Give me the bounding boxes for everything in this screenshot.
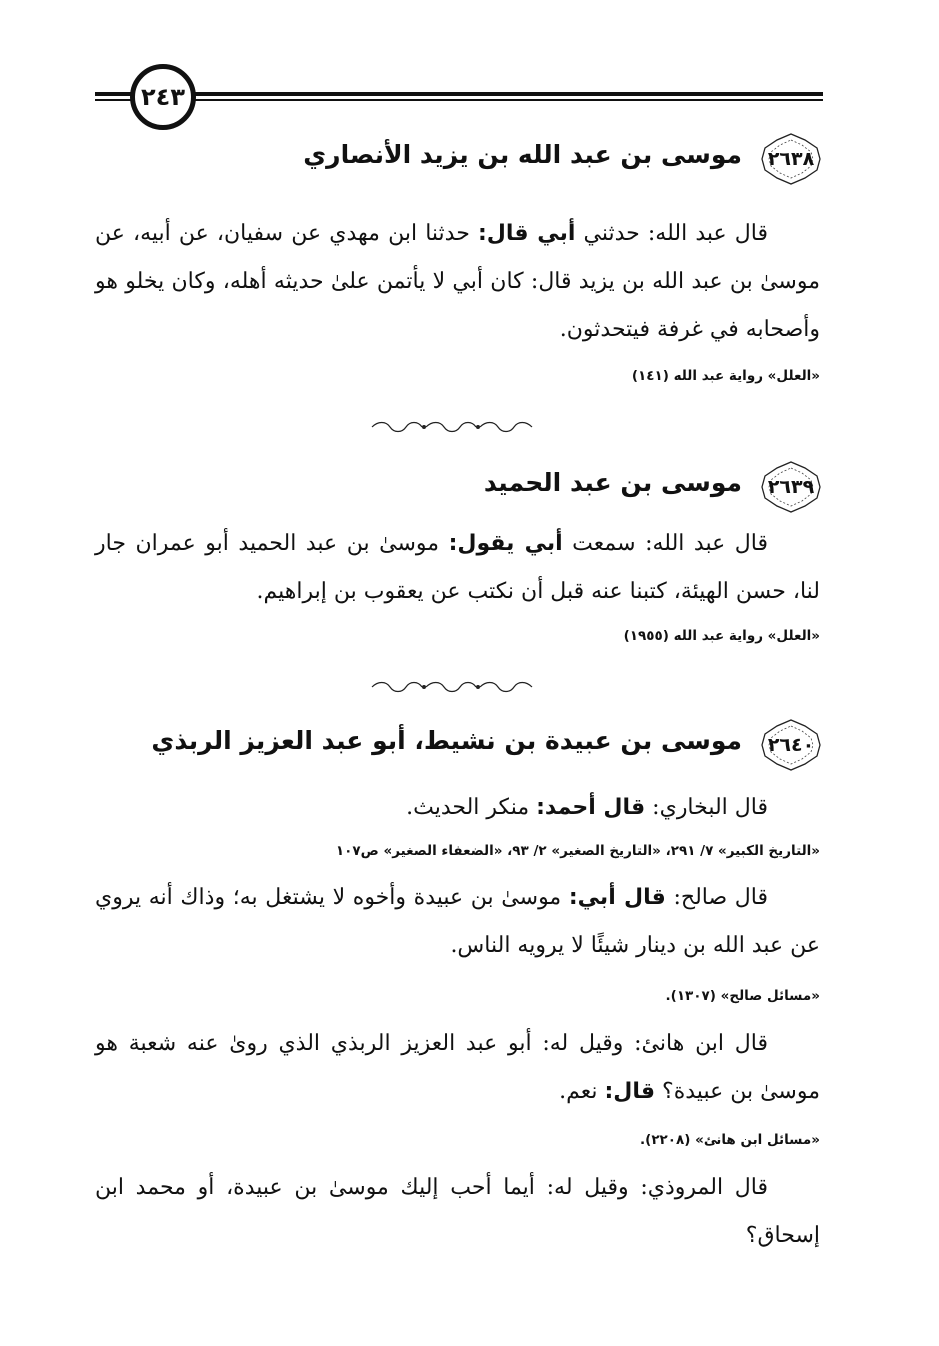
entry-title: موسى بن عبيدة بن نشيط، أبو عبد العزيز الربذي [151,726,742,755]
page-number: ٢٤٣ [130,64,196,130]
entry-heading [100,132,822,186]
entry-title: موسى بن عبد الحميد [483,468,742,497]
entry-number-badge [760,460,822,514]
paragraph-text: قال عبد الله: حدثني [575,221,768,246]
entry-number: ٢٦٤٠ [767,734,815,756]
paragraph-text: موسىٰ بن عبيدة وأخوه لا يشتغل به؛ وذاك أنه يروي عن عبد الله بن دينار شيئًا لا يرويه الناس. [95,885,820,958]
bold-phrase: أبي يقول: [448,531,563,556]
entry-paragraph [95,1020,820,1116]
divider-ornament-icon [368,680,538,694]
paragraph-text: قال صالح: [665,885,769,910]
paragraph-text: قال عبد الله: سمعت [562,531,768,556]
entry-number-badge [760,132,822,186]
entry-heading [100,718,822,772]
header-rule [95,99,823,101]
entry-heading [100,460,822,514]
entry-paragraph [95,784,820,832]
paragraph-text: نعم. [559,1079,605,1104]
paragraph-text: حدثنا ابن مهدي عن سفيان، عن أبيه، عن موسىٰ بن عبد الله بن يزيد قال: كان أبي لا يأتمن علىٰ حديثه أهله، وكان يخلو هو وأصحابه في غرفة فيتحدثون. [95,221,820,342]
bold-phrase: قال أبي: [568,885,666,910]
citation: «العلل» رواية عبد الله (١٩٥٥) [623,628,820,644]
paragraph-text: منكر الحديث. [406,795,537,820]
entry-title: موسى بن عبد الله بن يزيد الأنصاري [303,140,742,169]
page-header [95,62,823,132]
paragraph-text: قال ابن هانئ: وقيل له: أبو عبد العزيز الربذي الذي رویٰ عنه شعبة هو موسىٰ بن عبيدة؟ [95,1031,820,1104]
bold-phrase: قال: [604,1079,656,1104]
entry-paragraph [95,210,820,354]
citation: «التاريخ الكبير» ٧/ ٢٩١، «التاريخ الصغير» ٢/ ٩٣، «الضعفاء الصغير» ص١٠٧ [335,843,820,859]
citation: «مسائل صالح» (١٣٠٧). [665,988,820,1004]
entry-paragraph [95,520,820,616]
entry-number-badge [760,718,822,772]
entry-number: ٢٦٣٩ [767,476,815,498]
entry-paragraph [95,874,820,970]
paragraph-text: قال المروذي: وقيل له: أيما أحب إليك موسىٰ بن عبيدة، أو محمد ابن إسحاق؟ [95,1175,820,1248]
entry-number: ٢٦٣٨ [767,148,815,170]
entry-paragraph [95,1164,820,1260]
paragraph-text: موسىٰ بن عبد الحميد أبو عمران جار لنا، حسن الهيئة، كتبنا عنه قبل أن نكتب عن يعقوب بن إبراهيم. [95,531,820,604]
bold-phrase: قال أحمد: [536,795,646,820]
bold-phrase: أبي قال: [477,221,576,246]
citation: «مسائل ابن هانئ» (٢٢٠٨). [640,1132,820,1148]
paragraph-text: قال البخاري: [645,795,768,820]
divider-ornament-icon [368,420,538,434]
header-rule [95,92,823,96]
citation: «العلل» رواية عبد الله (١٤١) [631,368,820,384]
